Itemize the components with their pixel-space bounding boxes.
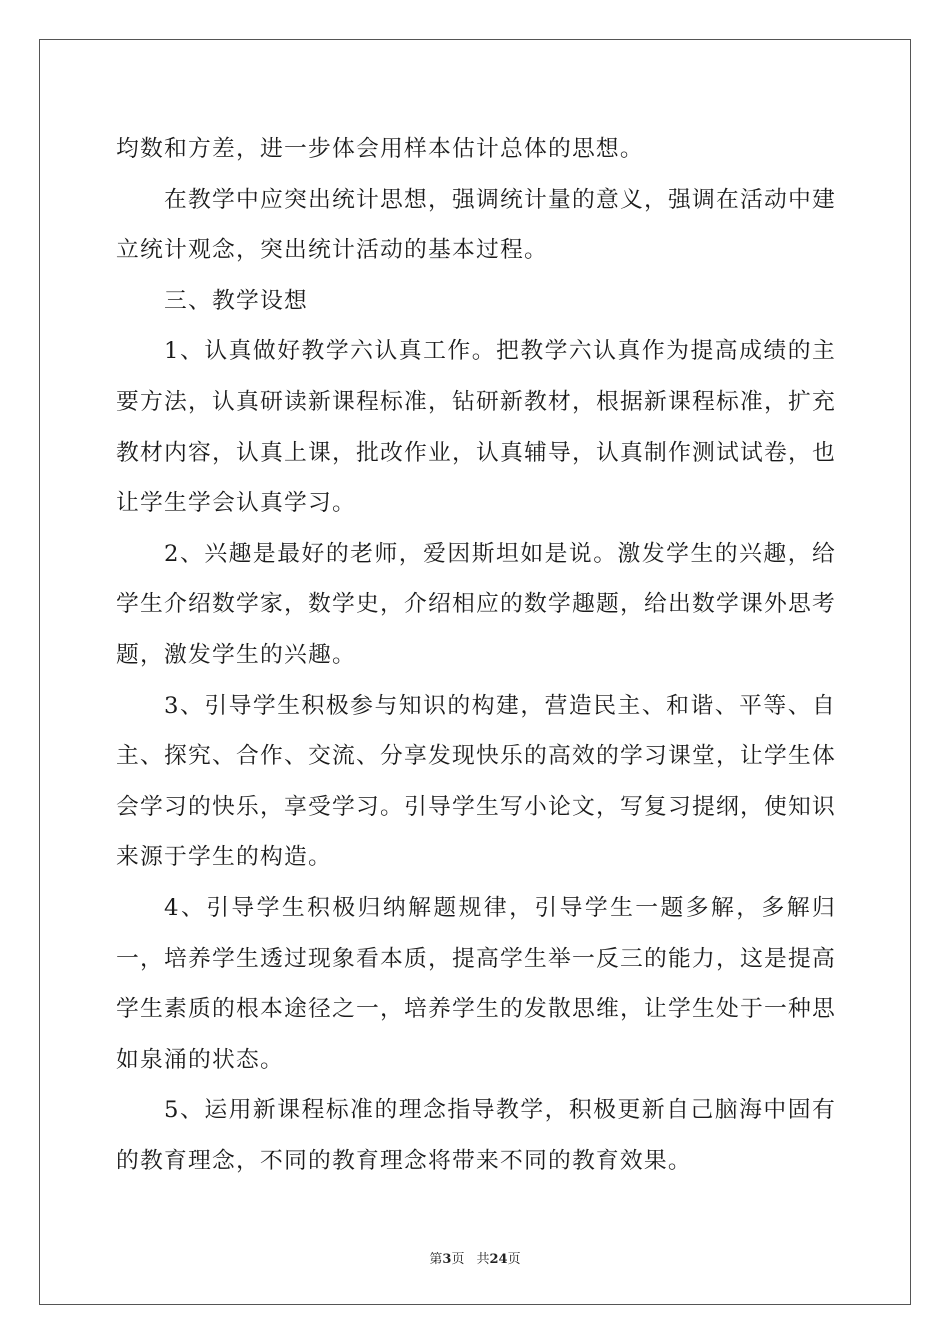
page-prefix: 第 xyxy=(429,1252,443,1267)
page-number: 3 xyxy=(442,1252,452,1267)
paragraph-2: 在教学中应突出统计思想，强调统计量的意义，强调在活动中建立统计观念，突出统计活动的基本过程。 xyxy=(116,186,836,264)
paragraph-item-4: 4、引导学生积极归纳解题规律，引导学生一题多解，多解归一，培养学生透过现象看本质，提高学生举一反三的能力，这是提高学生素质的根本途径之一，培养学生的发散思维，让学生处于一种思如泉涌的状态。 xyxy=(116,894,836,1073)
section-heading: 三、教学设想 xyxy=(164,287,308,314)
paragraph-item-1: 1、认真做好教学六认真工作。把教学六认真作为提高成绩的主要方法，认真研读新课程标准，钻研新教材，根据新课程标准，扩充教材内容，认真上课，批改作业，认真辅导，认真制作测试试卷，也让学生学会认真学习。 xyxy=(116,338,836,517)
total-pages: 24 xyxy=(489,1252,508,1267)
paragraph-item-2: 2、兴趣是最好的老师，爱因斯坦如是说。激发学生的兴趣，给学生介绍数学家，数学史，介绍相应的数学趣题，给出数学课外思考题，激发学生的兴趣。 xyxy=(116,540,836,668)
page-footer xyxy=(0,1248,950,1267)
total-prefix: 共 xyxy=(476,1252,490,1267)
page-suffix: 页 xyxy=(451,1252,465,1267)
paragraph-item-5: 5、运用新课程标准的理念指导教学，积极更新自己脑海中固有的教育理念，不同的教育理念将带来不同的教育效果。 xyxy=(116,1097,836,1174)
paragraph-1: 均数和方差，进一步体会用样本估计总体的思想。 xyxy=(116,136,644,162)
document-body xyxy=(116,124,836,1186)
total-suffix: 页 xyxy=(507,1252,521,1267)
paragraph-item-3: 3、引导学生积极参与知识的构建，营造民主、和谐、平等、自主、探究、合作、交流、分享发现快乐的高效的学习课堂，让学生体会学习的快乐，享受学习。引导学生写小论文，写复习提纲，使知识来源于学生的构造。 xyxy=(116,692,836,871)
